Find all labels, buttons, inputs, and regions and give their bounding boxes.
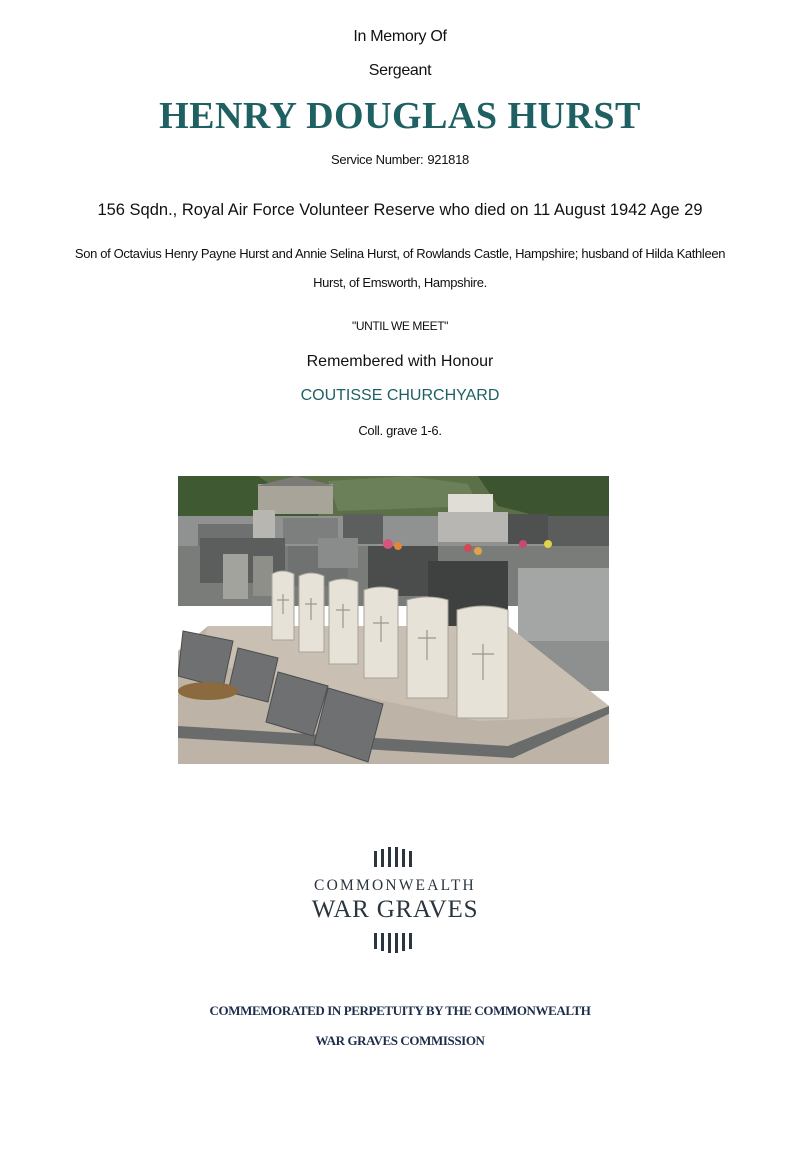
grave-reference: Coll. grave 1-6. <box>358 423 442 438</box>
commemoration-line2: WAR GRAVES COMMISSION <box>315 1033 485 1048</box>
casualty-name: HENRY DOUGLAS HURST <box>159 95 641 137</box>
commemoration-line1: COMMEMORATED IN PERPETUITY BY THE COMMONWEALTH <box>209 1003 591 1018</box>
logo-text-war-graves: WAR GRAVES <box>311 896 479 923</box>
cemetery-photo <box>178 476 609 764</box>
service-number <box>0 152 800 167</box>
service-number-label: Service Number: <box>331 152 424 167</box>
cwgc-logo <box>290 845 500 955</box>
rank: Sergeant <box>368 62 432 79</box>
unit-details: 156 Sqdn., Royal Air Force Volunteer Reserve who died on 11 August 1942 Age 29 <box>97 201 703 219</box>
logo-text-commonwealth: COMMONWEALTH <box>314 877 476 894</box>
epitaph: "UNTIL WE MEET" <box>351 319 449 333</box>
in-memory-heading: In Memory Of <box>353 28 447 45</box>
remembered-with-honour: Remembered with Honour <box>306 353 494 370</box>
logo-bars-bottom-icon <box>373 933 417 953</box>
family-details-line1: Son of Octavius Henry Payne Hurst and Annie Selina Hurst, of Rowlands Castle, Hampshire; husband of Hilda Kathleen <box>74 246 726 261</box>
cemetery-name: COUTISSE CHURCHYARD <box>300 387 500 404</box>
service-number-value: 921818 <box>427 152 469 167</box>
family-details-line2: Hurst, of Emsworth, Hampshire. <box>313 275 487 290</box>
logo-bars-top-icon <box>373 847 417 867</box>
